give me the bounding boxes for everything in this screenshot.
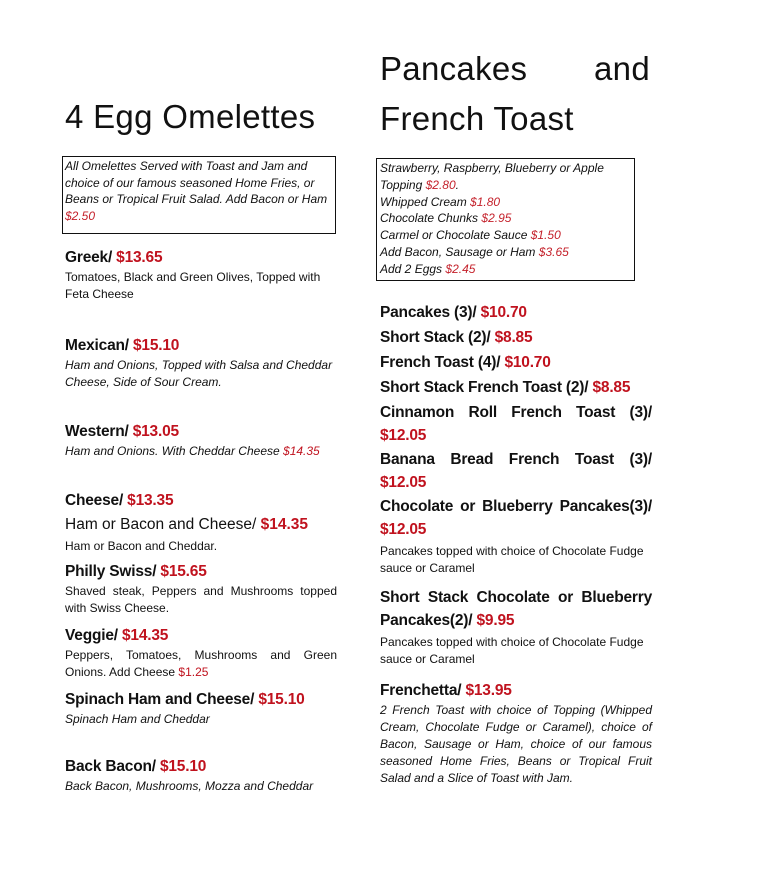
topping-item: Strawberry, Raspberry, Blueberry or Apple Topping $2.80.	[380, 161, 604, 192]
item-desc: Tomatoes, Black and Green Olives, Topped with Feta Cheese	[65, 270, 321, 301]
item-price: $15.65	[160, 563, 207, 580]
topping-item: Carmel or Chocolate Sauce $1.50	[380, 228, 561, 243]
toppings-box	[376, 158, 635, 281]
item-name: Mexican/	[65, 337, 129, 354]
menu-item-frenchetta: Frenchetta/ $13.95 2 French Toast with choice of Topping (Whipped Cream, Chocolate Fudge or Caramel), choice of Bacon, Sausage or Ham, choice of our famous seasoned Home Fries, Beans or Tropical Fruit Salad and a Slice of Toast with Jam.	[380, 681, 652, 785]
item-price: $13.65	[116, 249, 163, 266]
omelettes-column	[65, 92, 337, 795]
omelettes-note-text: All Omelettes Served with Toast and Jam and choice of our famous seasoned Home Fries, or Beans or Tropical Fruit Salad. Add Bacon or Ham	[65, 159, 328, 206]
menu-item-philly-swiss	[65, 561, 337, 617]
item-price: $15.10	[159, 758, 207, 775]
omelettes-note-price: $2.50	[65, 208, 96, 223]
item-desc: Ham and Onions. With Cheddar Cheese	[65, 444, 280, 458]
menu-item-chocolate-blueberry-pancakes: Chocolate or Blueberry Pancakes(3)/ $12.05 Pancakes topped with choice of Chocolate Fudge sauce or Caramel	[380, 497, 652, 575]
menu-item-back-bacon	[65, 756, 337, 795]
pancakes-column	[380, 44, 652, 787]
menu-item: Short Stack French Toast (2)/ $8.85	[380, 378, 631, 396]
pancakes-title-word1: Pancakes	[380, 50, 528, 87]
omelettes-note-box	[62, 156, 336, 234]
menu-item: Pancakes (3)/ $10.70	[380, 303, 527, 321]
item-price: $13.05	[132, 423, 179, 440]
menu-item-greek	[65, 247, 337, 303]
menu-item-short-stack-chocolate-blueberry: Short Stack Chocolate or Blueberry Pancakes(2)/ $9.95 Pancakes topped with choice of Chocolate Fudge sauce or Caramel	[380, 588, 652, 666]
topping-item: Whipped Cream $1.80	[380, 194, 501, 209]
item-name: Back Bacon/	[65, 758, 156, 775]
item-desc: Spinach Ham and Cheddar	[65, 712, 210, 726]
item-desc: Peppers, Tomatoes, Mushrooms and Green Onions. Add Cheese	[65, 648, 337, 679]
item-desc: Shaved steak, Peppers and Mushrooms topped with Swiss Cheese.	[65, 584, 337, 615]
menu-item-spinach-ham-cheese	[65, 689, 337, 728]
menu-item: Cinnamon Roll French Toast (3)/ $12.05	[380, 403, 652, 444]
topping-item: Add Bacon, Sausage or Ham $3.65	[380, 244, 569, 259]
item-name: Spinach Ham and Cheese/	[65, 691, 255, 708]
pancake-items-list	[380, 300, 652, 787]
item-desc: Ham or Bacon and Cheddar.	[65, 539, 218, 553]
item-desc: Ham and Onions, Topped with Salsa and Cheddar Cheese, Side of Sour Cream.	[65, 358, 333, 389]
menu-item: Short Stack (2)/ $8.85	[380, 328, 533, 346]
item-name: Western/	[65, 423, 129, 440]
item-sub-price: $14.35	[260, 516, 309, 533]
item-price: $15.10	[258, 691, 305, 708]
menu-item: French Toast (4)/ $10.70	[380, 353, 551, 371]
pancakes-title-word2: and	[594, 50, 650, 87]
topping-item: Add 2 Eggs $2.45	[380, 261, 476, 276]
pancakes-title	[380, 44, 652, 144]
item-name: Veggie/	[65, 627, 118, 644]
item-sub-name: Ham or Bacon and Cheese/	[65, 516, 257, 533]
pancakes-title-line2: French Toast	[380, 100, 574, 137]
menu-item-western	[65, 421, 337, 460]
item-desc: Back Bacon, Mushrooms, Mozza and Cheddar	[65, 779, 314, 793]
item-price: $15.10	[132, 337, 180, 354]
item-price: $13.35	[127, 492, 174, 509]
menu-item-cheese	[65, 490, 337, 555]
omelettes-title: 4 Egg Omelettes	[65, 98, 316, 135]
item-extra-price: $14.35	[283, 444, 320, 458]
item-price: $14.35	[121, 627, 169, 644]
topping-item: Chocolate Chunks $2.95	[380, 211, 512, 226]
menu-item: Banana Bread French Toast (3)/ $12.05	[380, 450, 652, 491]
menu-item-veggie	[65, 625, 337, 681]
item-name: Cheese/	[65, 492, 124, 509]
item-name: Philly Swiss/	[65, 563, 157, 580]
menu-item-mexican	[65, 335, 337, 391]
item-extra-price: $1.25	[178, 665, 209, 679]
item-name: Greek/	[65, 249, 113, 266]
